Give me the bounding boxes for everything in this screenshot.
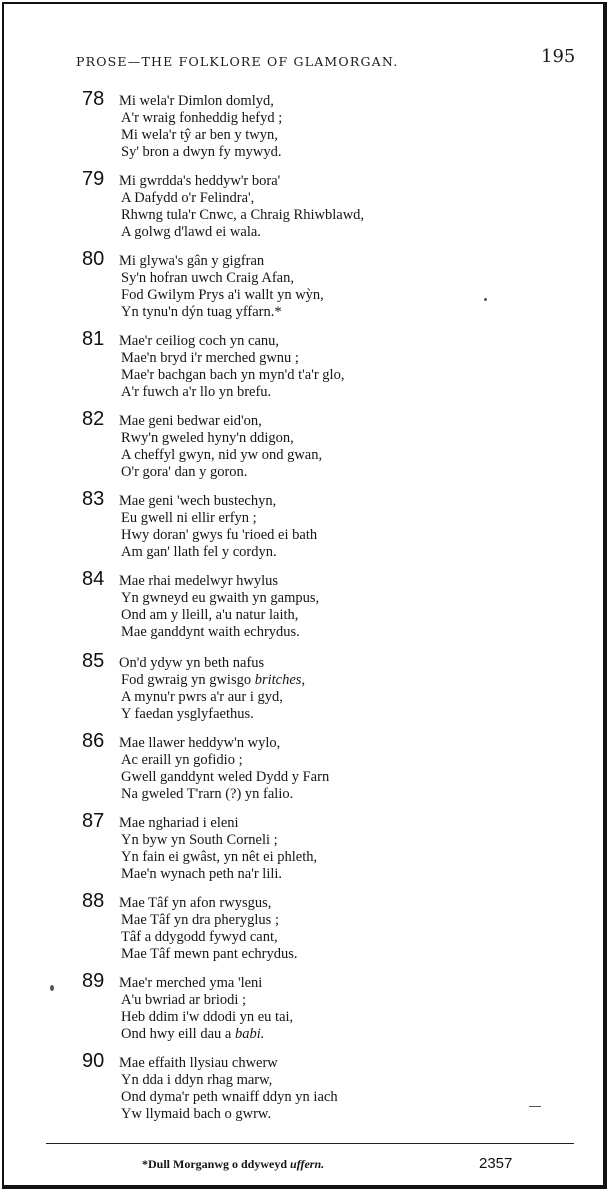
stanza-number: 81: [82, 328, 105, 350]
stanza-number: 78: [82, 88, 105, 110]
verse-line: Mae geni 'wech bustechyn,: [119, 493, 277, 509]
verse-line: Mae Tâf yn afon rwysgus,: [119, 895, 272, 911]
stanza: [4, 568, 603, 641]
page-frame: [2, 2, 607, 1189]
verse-line: Tâf a ddygodd fywyd cant,: [121, 929, 278, 945]
verse-line: Heb ddim i'w ddodi yn eu tai,: [121, 1009, 294, 1025]
italic-word: britches: [254, 672, 302, 688]
verse-line: Ond am y lleill, a'u natur laith,: [121, 607, 299, 623]
stanza: [4, 650, 603, 723]
verse-line: Yn byw yn South Corneli ;: [121, 832, 278, 848]
verse-text: Fod gwraig yn gwisgo britches,: [121, 672, 306, 688]
verse-line: Ond dyma'r peth wnaiff ddyn yn iach: [121, 1089, 338, 1105]
stanza-number: 80: [82, 248, 105, 270]
stanza-number: 84: [82, 568, 105, 590]
stanza: [4, 408, 603, 481]
verse-line: Mi gwrdda's heddyw'r bora': [119, 173, 281, 189]
stanza-number: 86: [82, 730, 105, 752]
verse-line: A'r fuwch a'r llo yn brefu.: [121, 384, 272, 400]
verse-line: Mi glywa's gân y gigfran: [119, 253, 265, 269]
print-speck: [484, 298, 487, 301]
verse-line: Mi wela'r Dimlon domlyd,: [119, 93, 274, 109]
footnote-marker: *: [142, 1157, 148, 1171]
verse-line: Mae nghariad i eleni: [119, 815, 239, 831]
verse-line: Mae'n bryd i'r merched gwnu ;: [121, 350, 299, 366]
print-speck: [50, 985, 54, 991]
verse-line: Y faedan ysglyfaethus.: [121, 706, 254, 722]
verse-line: Yn dda i ddyn rhag marw,: [121, 1072, 273, 1088]
verse-line: Ond hwy eill dau a babi.: [121, 1026, 265, 1042]
verse-line: Mae Tâf yn dra pheryglus ;: [121, 912, 279, 928]
verse-line: Yn gwneyd eu gwaith yn gampus,: [121, 590, 320, 606]
verse-line: Mae geni bedwar eid'on,: [119, 413, 262, 429]
verse-line: [121, 672, 305, 689]
stanza-number: 87: [82, 810, 105, 832]
verse-line: Mae'r ceiliog coch yn canu,: [119, 333, 280, 349]
verse-line: A cheffyl gwyn, nid yw ond gwan,: [121, 447, 323, 463]
verse-line: Mae ganddynt waith echrydus.: [121, 624, 300, 640]
verse-line: Fod Gwilym Prys a'i wallt yn wỳn,: [121, 287, 324, 303]
stanza-number: 88: [82, 890, 105, 912]
verse-line: Rhwng tula'r Cnwc, a Chraig Rhiwblawd,: [121, 207, 365, 223]
stanza: [4, 248, 603, 321]
stanza-number: 90: [82, 1050, 105, 1072]
verse-line: A'u bwriad ar briodi ;: [121, 992, 247, 1008]
verse-line: A golwg d'lawd ei wala.: [121, 224, 261, 240]
footnote-text: Dull Morganwg o ddyweyd: [148, 1157, 288, 1171]
verse-line: Sy' bron a dwyn fy mywyd.: [121, 144, 282, 160]
verse-line: Rwy'n gweled hyny'n ddigon,: [121, 430, 294, 446]
stanza: [4, 488, 603, 561]
verse-line: Mae'r bachgan bach yn myn'd t'a'r glo,: [121, 367, 345, 383]
verse-line: Mae'r merched yma 'leni: [119, 975, 263, 991]
verse-line: A'r wraig fonheddig hefyd ;: [121, 110, 283, 126]
verse-line: Sy'n hofran uwch Craig Afan,: [121, 270, 294, 286]
footnote: [142, 1157, 324, 1172]
stanza-number: 83: [82, 488, 105, 510]
stanza: [4, 730, 603, 803]
verse-line: Mae rhai medelwyr hwylus: [119, 573, 279, 589]
stanza: [4, 168, 603, 241]
verse-line: Yn tynu'n dýn tuag yffarn.*: [121, 304, 282, 320]
stanza: [4, 1050, 603, 1123]
verse-line: Na gweled T'rarn (?) yn falio.: [121, 786, 294, 802]
italic-word: babi.: [234, 1026, 265, 1042]
running-title: PROSE—THE FOLKLORE OF GLAMORGAN.: [76, 54, 399, 69]
print-speck: [529, 1106, 541, 1107]
verse-line: Mi wela'r tŷ ar ben y twyn,: [121, 127, 278, 143]
stanza-number: 79: [82, 168, 105, 190]
verse-line: A Dafydd o'r Felindra',: [121, 190, 255, 206]
stanza: [4, 328, 603, 401]
footnote-divider: [46, 1143, 574, 1144]
verse-line: Gwell ganddynt weled Dydd y Farn: [121, 769, 330, 785]
verse-line: Am gan' llath fel y cordyn.: [121, 544, 277, 560]
verse-line: Yn fain ei gwâst, yn nêt ei phleth,: [121, 849, 318, 865]
stanza: [4, 890, 603, 963]
page-number: 195: [541, 46, 576, 67]
stanza: [4, 88, 603, 161]
verse-line: O'r gora' dan y goron.: [121, 464, 248, 480]
verse-line: Hwy doran' gwys fu 'rioed ei bath: [121, 527, 318, 543]
catalog-number: 2357: [479, 1155, 513, 1172]
verse-line: Mae'n wynach peth na'r lili.: [121, 866, 283, 882]
page-header: [4, 44, 603, 74]
verse-line: Mae llawer heddyw'n wylo,: [119, 735, 281, 751]
stanza-number: 89: [82, 970, 105, 992]
stanza: [4, 970, 603, 1043]
verse-line: On'd ydyw yn beth nafus: [119, 655, 265, 671]
stanza-number: 82: [82, 408, 105, 430]
verse-line: Ac eraill yn gofidio ;: [121, 752, 243, 768]
stanza: [4, 810, 603, 883]
verse-line: Mae Tâf mewn pant echrydus.: [121, 946, 298, 962]
footnote-italic-word: uffern.: [290, 1157, 325, 1171]
stanza-number: 85: [82, 650, 105, 672]
verse-line: Mae effaith llysiau chwerw: [119, 1055, 278, 1071]
verse-line: A mynu'r pwrs a'r aur i gyd,: [121, 689, 283, 705]
verse-line: Eu gwell ni ellir erfyn ;: [121, 510, 257, 526]
verse-line: Yw llymaid bach o gwrw.: [121, 1106, 272, 1122]
